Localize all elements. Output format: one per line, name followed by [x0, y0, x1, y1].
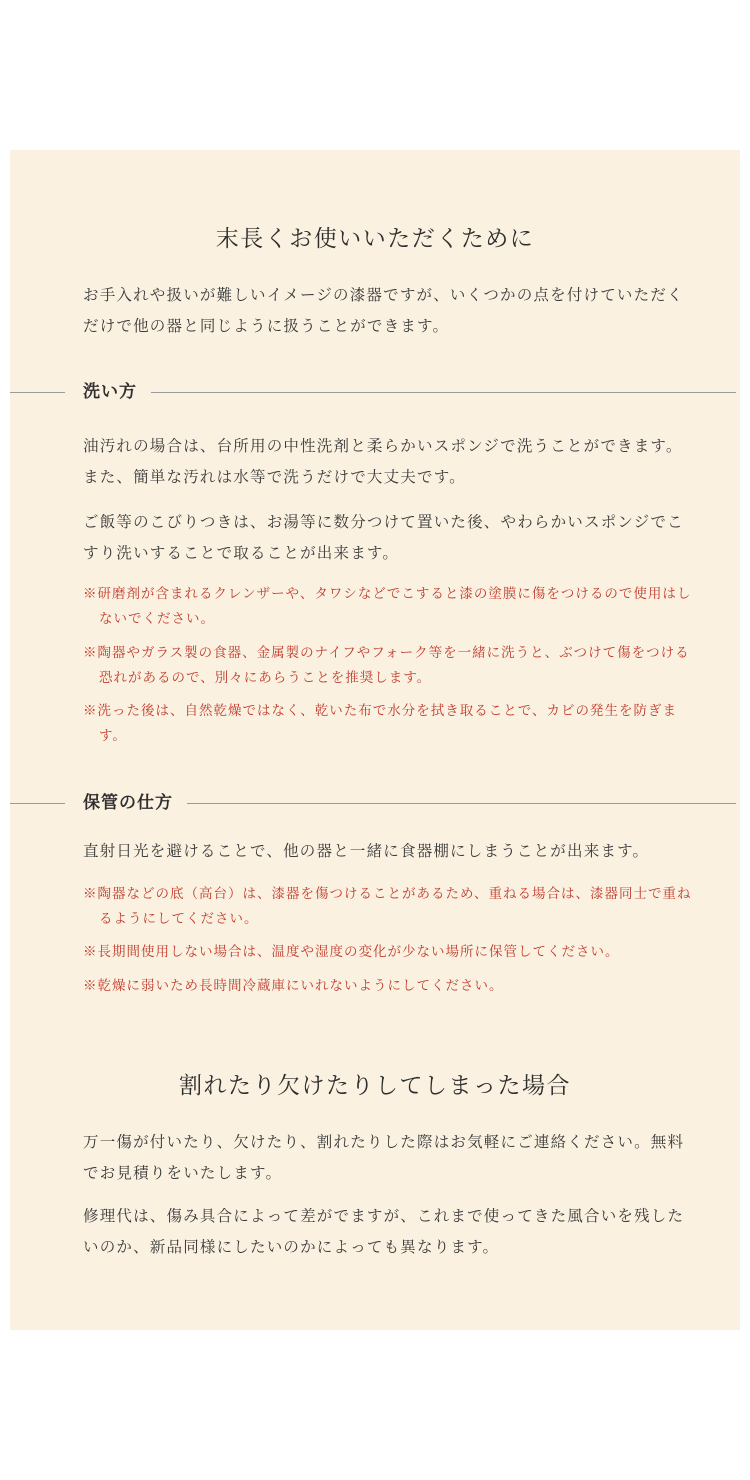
washing-note: ※陶器やガラス製の食器、金属製のナイフやフォーク等を一緒に洗うと、ぶつけて傷をつける恐れがあるので、別々にあらうことを推奨します。 — [83, 645, 690, 686]
storage-note: ※陶器などの底（高台）は、漆器を傷つけることがあるため、重ねる場合は、漆器同士で重ねるようにしてください。 — [83, 886, 692, 927]
heading-label: 保管の仕方 — [83, 793, 173, 813]
repair-para-1: 万一傷が付いたり、欠けたり、割れたりした際はお気軽にご連絡ください。無料でお見積りをいたします。 — [83, 1133, 685, 1182]
title-highlight: 割れたり欠けたり — [179, 1067, 375, 1100]
washing-para-1: 油汚れの場合は、台所用の中性洗剤と柔らかいスポンジで洗うことができます。また、簡単な汚れは水等で洗うだけで大丈夫です。 — [83, 437, 683, 486]
storage-para-1: 直射日光を避けることで、他の器と一緒に食器棚にしまうことが出来ます。 — [83, 842, 650, 860]
storage-note: ※長期間使用しない場合は、温度や湿度の変化が少ない場所に保管してください。 — [83, 944, 620, 960]
intro-text: お手入れや扱いが難しいイメージの漆器ですが、いくつかの点を付けていただくだけで他の器と同じように扱うことができます。 — [83, 286, 684, 335]
title-rest: お使いいただくために — [289, 226, 535, 252]
heading-label: 洗い方 — [83, 382, 137, 402]
section-title-care — [0, 220, 750, 253]
divider-right — [187, 803, 736, 804]
section-heading-storage — [0, 789, 750, 819]
washing-para-2: ご飯等のこびりつきは、お湯等に数分つけて置いた後、やわらかいスポンジでこすり洗いすることで取ることが出来ます。 — [83, 513, 684, 562]
title-highlight: 末長く — [216, 220, 290, 253]
divider-left — [10, 392, 65, 393]
section-heading-washing — [0, 378, 750, 408]
divider-right — [151, 392, 736, 393]
divider-left — [10, 803, 65, 804]
washing-note: ※洗った後は、自然乾燥ではなく、乾いた布で水分を拭き取ることで、カビの発生を防ぎます。 — [83, 703, 677, 744]
storage-note: ※乾燥に弱いため長時間冷蔵庫にいれないようにしてください。 — [83, 978, 504, 994]
section-title-repair — [0, 1067, 750, 1100]
title-rest: してしまった場合 — [375, 1073, 571, 1099]
repair-para-2: 修理代は、傷み具合によって差がでますが、これまで使ってきた風合いを残したいのか、新品同様にしたいのかによっても異なります。 — [83, 1207, 685, 1256]
washing-note: ※研磨剤が含まれるクレンザーや、タワシなどでこすると漆の塗膜に傷をつけるので使用はしないでください。 — [83, 586, 692, 627]
